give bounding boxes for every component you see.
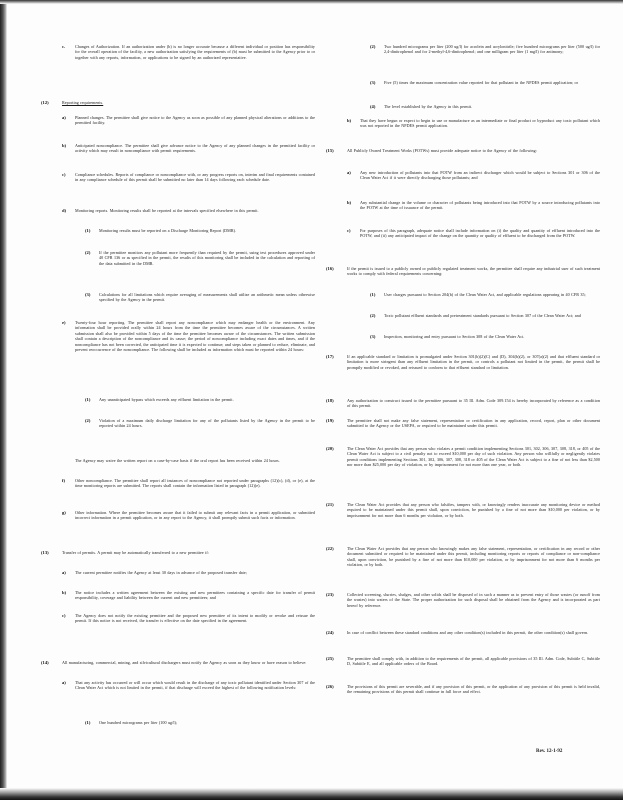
item-label: (3) <box>370 334 376 339</box>
paragraph: Twenty-four hour reporting. The permittee shall report any noncompliance which may endanger health or the environment. Any information shall be provided orally within 24 hours from the time the permittee becomes aware of the circumstances. A written submission shall also be provided within 5 days of the time the permittee becomes aware of the circumstances. The written submission shall contain a description of the noncompliance and its cause; the period of noncompliance including exact dates and times, and if the noncompliance has not been corrected, the anticipated time it is expected to continue; and steps taken or planned to reduce, eliminate, and prevent reoccurrence of the noncompliance. The following shall be included as information which must be reported within 24 hours: <box>75 320 315 353</box>
paragraph: That any activity has occurred or will occur which would result in the discharge of any toxic pollutant identified under Section 307 of the Clean Water Act which is not limited in the permit, if that discharge will exceed the highest of the following notification levels: <box>75 680 315 691</box>
paragraph: The Clean Water Act provides that any person who falsifies, tampers with, or knowingly renders inaccurate any monitoring device or method required to be maintained under this permit shall, upon conviction, be punished by a fine of not more than $10,000 per violation, or by imprisonment for not more than 6 months per violation, or by both. <box>347 502 600 518</box>
paragraph: The notice includes a written agreement between the existing and new permittees containing a specific date for transfer of permit responsibility, coverage and liability between the current and new permittees; and <box>75 590 315 601</box>
paragraph: Compliance schedules. Reports of compliance or noncompliance with, or any progress reports on, interim and final requirements contained in any compliance schedule of this permit shall be submitted no later than 14 days following each schedule date. <box>75 172 315 183</box>
scan-edge-left <box>0 0 7 800</box>
item-label: c) <box>62 172 66 177</box>
revision-date: Rev. 12-1-92 <box>536 749 563 754</box>
paragraph: Calculations for all limitations which require averaging of measurements shall utilize an arithmetic mean unless otherwise specified by the Agency in the permit. <box>99 292 315 303</box>
item-label: (26) <box>326 684 334 689</box>
paragraph: The Clean Water Act provides that any person who violates a permit condition implementing Sections 301, 302, 306, 307, 308, 318, or 405 of the Clean Water Act is subject to a civil penalty not to exceed $10,000 per day of such violation. Any person who willfully or negligently violates permit conditions implementing Sections 301, 302, 306, 307, 308, 318 or 405 of the Clean Water Act is subject to a fine of not less than $2,500 nor more than $25,000 per day of violation, or by imprisonment for not more than one year, or both. <box>347 446 600 468</box>
item-label: (1) <box>85 228 91 233</box>
paragraph: Planned changes. The permittee shall give notice to the Agency as soon as possible of any planned physical alterations or additions to the permitted facility. <box>75 115 315 126</box>
item-label: (21) <box>326 502 334 507</box>
paragraph: All manufacturing, commercial, mining, and silvicultural dischargers must notify the Agency as soon as they know or have reason to believe: <box>62 660 307 665</box>
paragraph: Toxic pollutant effluent standards and pretreatment standards pursuant to Section 307 of the Clean Water Act; and <box>384 313 581 318</box>
paragraph: If the permittee monitors any pollutant more frequently than required by the permit, using test procedures approved under 40 CFR 136 or as specified in the permit, the results of this monitoring shall be included in the calculation and reporting of the data submitted in the DMR. <box>99 250 315 266</box>
paragraph: Any new introduction of pollutants into that POTW from an indirect discharger which would be subject to Sections 301 or 306 of the Clean Water Act if it were directly discharging those pollutants; and <box>360 170 600 181</box>
paragraph: The permittee shall not make any false statement, representation or certification in any application, record, report, plan or other document submitted to the Agency or the USEPA, or required to be maintained under this permit. <box>347 418 600 429</box>
paragraph: Monitoring reports. Monitoring results shall be reported at the intervals specified elsewhere in this permit. <box>75 208 259 213</box>
item-label: (15) <box>326 148 334 153</box>
paragraph: User charges pursuant to Section 204(b) of the Clean Water Act, and applicable regulations appearing in 40 CFR 35; <box>384 292 586 297</box>
item-label: c) <box>62 613 66 618</box>
item-label: (2) <box>85 250 91 255</box>
item-label: (3) <box>85 292 91 297</box>
paragraph: That they have begun or expect to begin to use or manufacture as an intermediate or final product or byproduct any toxic pollutant which was not reported in the NPDES permit application. <box>360 118 600 129</box>
item-label: e) <box>62 320 66 325</box>
item-label: (13) <box>41 550 49 555</box>
paragraph: Any unanticipated bypass which exceeds any effluent limitation in the permit. <box>99 397 234 402</box>
item-label: c. <box>62 44 66 49</box>
item-label: c) <box>347 228 351 233</box>
item-label: (22) <box>326 546 334 551</box>
item-label: (2) <box>370 313 376 318</box>
paragraph: Violation of a maximum daily discharge limitation for any of the pollutants listed by the Agency in the permit to be reported within 24 hours. <box>99 418 315 429</box>
item-label: (14) <box>41 660 49 665</box>
item-label: (23) <box>326 592 334 597</box>
paragraph: Five (5) times the maximum concentration value reported for that pollutant in the NPDES permit application; or <box>384 80 579 85</box>
paragraph: If an applicable standard or limitation is promulgated under Section 301(b)(2)(C) and (D), 304(b)(2), or 307(a)(2) and that effluent standard or limitation is more stringent than any effluent limitation in the permit, or controls a pollutant not limited in the permit, the permit shall be promptly modified or revoked, and reissued to conform to that effluent standard or limitation. <box>347 354 600 370</box>
paragraph: The provisions of this permit are severable, and if any provision of this permit, or the application of any provision of this permit is held invalid, the remaining provisions of this permit shall continue in full force and effect. <box>347 684 600 695</box>
item-label: (20) <box>326 446 334 451</box>
paragraph: All Publicly Owned Treatment Works (POTWs) must provide adequate notice to the Agency of the following: <box>347 148 537 153</box>
item-label: a) <box>62 115 66 120</box>
item-label: b) <box>62 143 67 148</box>
item-label: (3) <box>370 80 376 85</box>
item-label: (16) <box>326 266 334 271</box>
paragraph: Changes of Authorization. If an authorization under (b) is no longer accurate because a different individual or position has responsibility for the overall operation of the facility, a new authorization satisfying the requirements of (b) must be submitted to the Agency prior to or together with any reports, information, or applications to be signed by an authorized representative. <box>75 44 315 60</box>
paragraph: In case of conflict between these standard conditions and any other condition(s) included in this permit, the other condition(s) shall govern. <box>347 630 589 635</box>
item-label: a) <box>62 680 66 685</box>
item-label: (4) <box>370 104 376 109</box>
paragraph: Inspection, monitoring and entry pursuant to Section 308 of the Clean Water Act. <box>384 334 525 339</box>
paragraph: For purposes of this paragraph, adequate notice shall include information on (i) the quality and quantity of effluent introduced into the POTW, and (ii) any anticipated impact of the change on the quantity or quality of effluent to be discharged from the POTW. <box>360 228 600 239</box>
paragraph: The Agency may waive the written report on a case-by-case basis if the oral report has been received within 24 hours. <box>75 458 280 463</box>
paragraph: Transfer of permits. A permit may be automatically transferred to a new permittee if: <box>62 550 209 555</box>
item-label: d) <box>62 208 67 213</box>
right-column <box>322 0 602 790</box>
item-label: (17) <box>326 354 334 359</box>
item-label: f) <box>62 478 66 483</box>
paragraph: Other noncompliance. The permittee shall report all instances of noncompliance not reported under paragraphs (12)(c), (d), or (e), at the time monitoring reports are submitted. The reports shall contain the information listed in paragraph (12)(e). <box>75 478 315 489</box>
paragraph: One hundred micrograms per liter (100 ug/l); <box>99 720 178 725</box>
paragraph: Other information. Where the permittee becomes aware that it failed to submit any relevant facts in a permit application, or submitted incorrect information in a permit application, or in any report to the Agency, it shall promptly submit such facts or information. <box>75 510 315 521</box>
item-label: (1) <box>370 292 376 297</box>
item-label: (1) <box>85 397 91 402</box>
item-label: b) <box>347 200 352 205</box>
item-label: a) <box>62 570 66 575</box>
paragraph: If the permit is issued to a publicly owned or publicly regulated treatment works, the permittee shall require any industrial user of such treatment works to comply with federal requirements concerning: <box>347 266 600 277</box>
item-label: (19) <box>326 418 334 423</box>
paragraph: Two hundred micrograms per liter (200 ug/l) for acrolein and acrylonitrile; five hundred micrograms per liter (500 ug/l) for 2,4-dinitrophenol and for 2-methyl-4,6-dinitrophenol; and one milligram per liter (1 mg/l) for antimony; <box>384 44 600 55</box>
section-heading: Reporting requirements. <box>62 100 104 105</box>
item-label: (1) <box>85 720 91 725</box>
item-label: (24) <box>326 630 334 635</box>
item-label: b) <box>62 590 67 595</box>
paragraph: Monitoring results must be reported on a Discharge Monitoring Report (DMR). <box>99 228 237 233</box>
item-label: b) <box>347 118 352 123</box>
paragraph: Any authorization to construct issued to the permittee pursuant to 35 Ill. Adm. Code 309.154 is hereby incorporated by reference as a condition of this permit. <box>347 398 600 409</box>
item-label: (18) <box>326 398 334 403</box>
paragraph: The level established by the Agency in this permit. <box>384 104 473 109</box>
paragraph: The permittee shall comply with, in addition to the requirements of the permit, all applicable provisions of 35 Ill. Adm. Code, Subtitle C, Subtitle D, Subtitle E, and all applicable orders of the Board. <box>347 656 600 667</box>
paragraph: Any substantial change in the volume or character of pollutants being introduced into that POTW by a source introducing pollutants into the POTW at the time of issuance of the permit. <box>360 200 600 211</box>
item-label: a) <box>347 170 351 175</box>
paragraph: Anticipated noncompliance. The permittee shall give advance notice to the Agency of any planned changes in the permitted facility or activity which may result in noncompliance with permit requirements. <box>75 143 315 154</box>
paragraph: The Agency does not notify the existing permittee and the proposed new permittee of its intent to modify or revoke and reissue the permit. If this notice is not received, the transfer is effective on the date specified in the agreement. <box>75 613 315 624</box>
item-label: g) <box>62 510 66 515</box>
paragraph: Collected screening, slurries, sludges, and other solids shall be disposed of in such a manner as to prevent entry of those wastes (or runoff from the wastes) into waters of the State. The proper authorization for such disposal shall be obtained from the Agency and is incorporated as part hereof by reference. <box>347 592 600 608</box>
item-label: (12) <box>41 100 49 105</box>
item-label: (25) <box>326 656 334 661</box>
paragraph: The current permittee notifies the Agency at least 30 days in advance of the proposed transfer date; <box>75 570 247 575</box>
paragraph: The Clean Water Act provides that any person who knowingly makes any false statement, representation, or certification in any record or other document submitted or required to be maintained under this permit, including monitoring reports or reports of compliance or non-compliance shall, upon conviction, be punished by a fine of not more than $10,000 per violation, or by imprisonment for not more than 6 months per violation, or by both. <box>347 546 600 568</box>
item-label: (2) <box>85 418 91 423</box>
left-column <box>37 0 317 790</box>
item-label: (2) <box>370 44 376 49</box>
